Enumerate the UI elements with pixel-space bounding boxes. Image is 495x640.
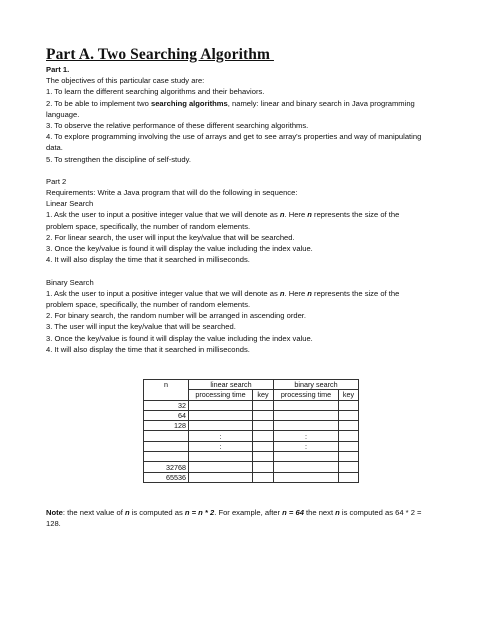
requirements: Requirements: Write a Java program that will do the following in sequence: <box>46 188 298 198</box>
cell-binary-key <box>339 452 359 462</box>
linear-step-1-end: represents the size of the <box>311 210 400 220</box>
cell-linear-time <box>189 410 253 420</box>
cell-linear-time <box>189 400 253 410</box>
cell-n <box>144 441 189 451</box>
variable-n: n <box>335 508 340 517</box>
variable-n: n <box>124 508 130 517</box>
table-row <box>144 472 359 482</box>
document-body <box>46 64 456 355</box>
cell-binary-key <box>339 421 359 431</box>
objectives-intro: The objectives of this particular case study are: <box>46 76 205 86</box>
linear-step-4: 4. It will also display the time that it searched in milliseconds. <box>46 255 250 265</box>
cell-binary-key <box>339 462 359 472</box>
variable-n: n <box>279 288 285 298</box>
note-text: : the next value of <box>62 508 125 517</box>
objective-1: 1. To learn the different searching algorithms and their behaviors. <box>46 87 265 97</box>
table-row <box>144 421 359 431</box>
results-table <box>143 379 359 483</box>
cell-linear-key <box>253 410 274 420</box>
formula: n = 64 <box>282 508 304 517</box>
cell-binary-time <box>274 472 339 482</box>
note-paragraph <box>46 507 456 529</box>
binary-step-1-text: 1. Ask the user to input a positive integer value that we will denote as <box>46 288 280 298</box>
cell-n: 32 <box>144 400 189 410</box>
cell-linear-key <box>253 452 274 462</box>
table-row <box>144 462 359 472</box>
cell-linear-key <box>253 421 274 431</box>
table-header-row <box>144 380 359 390</box>
cell-binary-key <box>339 472 359 482</box>
objective-4: 4. To explore programming involving the use of arrays and get to see array's properties and way of manipulating <box>46 132 422 142</box>
cell-linear-time <box>189 421 253 431</box>
page-title: Part A. Two Searching Algorithm <box>46 46 274 63</box>
spacer <box>46 265 456 276</box>
linear-heading: Linear Search <box>46 199 94 209</box>
cell-binary-key <box>339 431 359 441</box>
part2-heading: Part 2 <box>46 176 67 186</box>
linear-step-1-cont: problem space, specifically, the number of random elements. <box>46 221 251 231</box>
variable-n: n <box>279 210 285 220</box>
header-binary-key: key <box>339 390 359 400</box>
cell-binary-time <box>274 421 339 431</box>
objective-2-bold: searching algorithms <box>150 98 228 108</box>
cell-linear-key <box>253 462 274 472</box>
table-row <box>144 452 359 462</box>
cell-linear-time <box>189 472 253 482</box>
cell-binary-time <box>274 410 339 420</box>
objective-2-text: 2. To be able to implement two <box>46 98 151 108</box>
cell-linear-ellipsis: : <box>189 431 253 441</box>
binary-step-1-cont: problem space, specifically, the number of random elements. <box>46 299 251 309</box>
cell-binary-ellipsis: : <box>274 441 339 451</box>
cell-binary-time <box>274 462 339 472</box>
cell-binary-key <box>339 400 359 410</box>
cell-binary-key <box>339 441 359 451</box>
note-text: the next <box>303 508 336 517</box>
binary-step-4: 4. It will also display the time that it searched in milliseconds. <box>46 344 250 354</box>
objective-2 <box>46 98 456 109</box>
objective-4-cont: data. <box>46 143 63 153</box>
spacer <box>46 165 456 176</box>
linear-step-1 <box>46 209 456 220</box>
binary-step-3b: 3. Once the key/value is found it will display the value including the index value. <box>46 333 313 343</box>
binary-step-2: 2. For binary search, the random number will be arranged in ascending order. <box>46 311 307 321</box>
header-binary-processing-time: processing time <box>274 390 339 400</box>
objective-2-cont: language. <box>46 109 80 119</box>
note-text: is computed as <box>129 508 185 517</box>
cell-n <box>144 452 189 462</box>
linear-step-3: 3. Once the key/value is found it will display the value including the index value. <box>46 244 313 253</box>
cell-linear-ellipsis: : <box>189 441 253 451</box>
cell-linear-time <box>189 452 253 462</box>
table-row <box>144 410 359 420</box>
binary-step-3: 3. The user will input the key/value that will be searched. <box>46 322 236 332</box>
objective-5: 5. To strengthen the discipline of self-study. <box>46 154 191 164</box>
linear-step-2: 2. For linear search, the user will input the key/value that will be searched. <box>46 232 295 242</box>
cell-binary-ellipsis: : <box>274 431 339 441</box>
header-linear-key: key <box>253 390 274 400</box>
cell-linear-key <box>253 431 274 441</box>
objective-3: 3. To observe the relative performance of these different searching algorithms. <box>46 120 309 130</box>
part1-heading: Part 1. <box>46 65 70 74</box>
note-text: . For example, after <box>214 508 283 517</box>
binary-heading: Binary Search <box>46 277 94 287</box>
cell-linear-key <box>253 400 274 410</box>
cell-n <box>144 431 189 441</box>
table-row <box>144 400 359 410</box>
note-line-1 <box>46 507 456 518</box>
note-text: is computed as 64 * 2 = <box>339 508 422 517</box>
table-row <box>144 441 359 451</box>
variable-n: n <box>307 288 312 298</box>
cell-binary-time <box>274 400 339 410</box>
header-linear-search: linear search <box>189 380 274 390</box>
binary-step-1-end: represents the size of the <box>311 288 400 298</box>
cell-n: 65536 <box>144 472 189 482</box>
cell-binary-time <box>274 452 339 462</box>
header-linear-processing-time: processing time <box>189 390 253 400</box>
linear-step-1-mid: . Here <box>284 210 308 220</box>
header-n: n <box>144 380 189 401</box>
cell-n: 32768 <box>144 462 189 472</box>
linear-step-1-text: 1. Ask the user to input a positive integer value that we will denote as <box>46 210 280 220</box>
note-label: Note <box>46 508 63 517</box>
variable-n: n <box>307 210 312 220</box>
note-line-2: 128. <box>46 519 61 529</box>
binary-step-1-mid: . Here <box>284 288 308 298</box>
cell-binary-key <box>339 410 359 420</box>
objective-2-text-end: , namely: linear and binary search in Java programming <box>227 98 415 108</box>
cell-linear-key <box>253 441 274 451</box>
cell-linear-key <box>253 472 274 482</box>
cell-n: 128 <box>144 421 189 431</box>
binary-step-1 <box>46 288 456 299</box>
table-row <box>144 431 359 441</box>
cell-n: 64 <box>144 410 189 420</box>
cell-linear-time <box>189 462 253 472</box>
formula: n = n * 2 <box>184 508 215 517</box>
header-binary-search: binary search <box>274 380 359 390</box>
